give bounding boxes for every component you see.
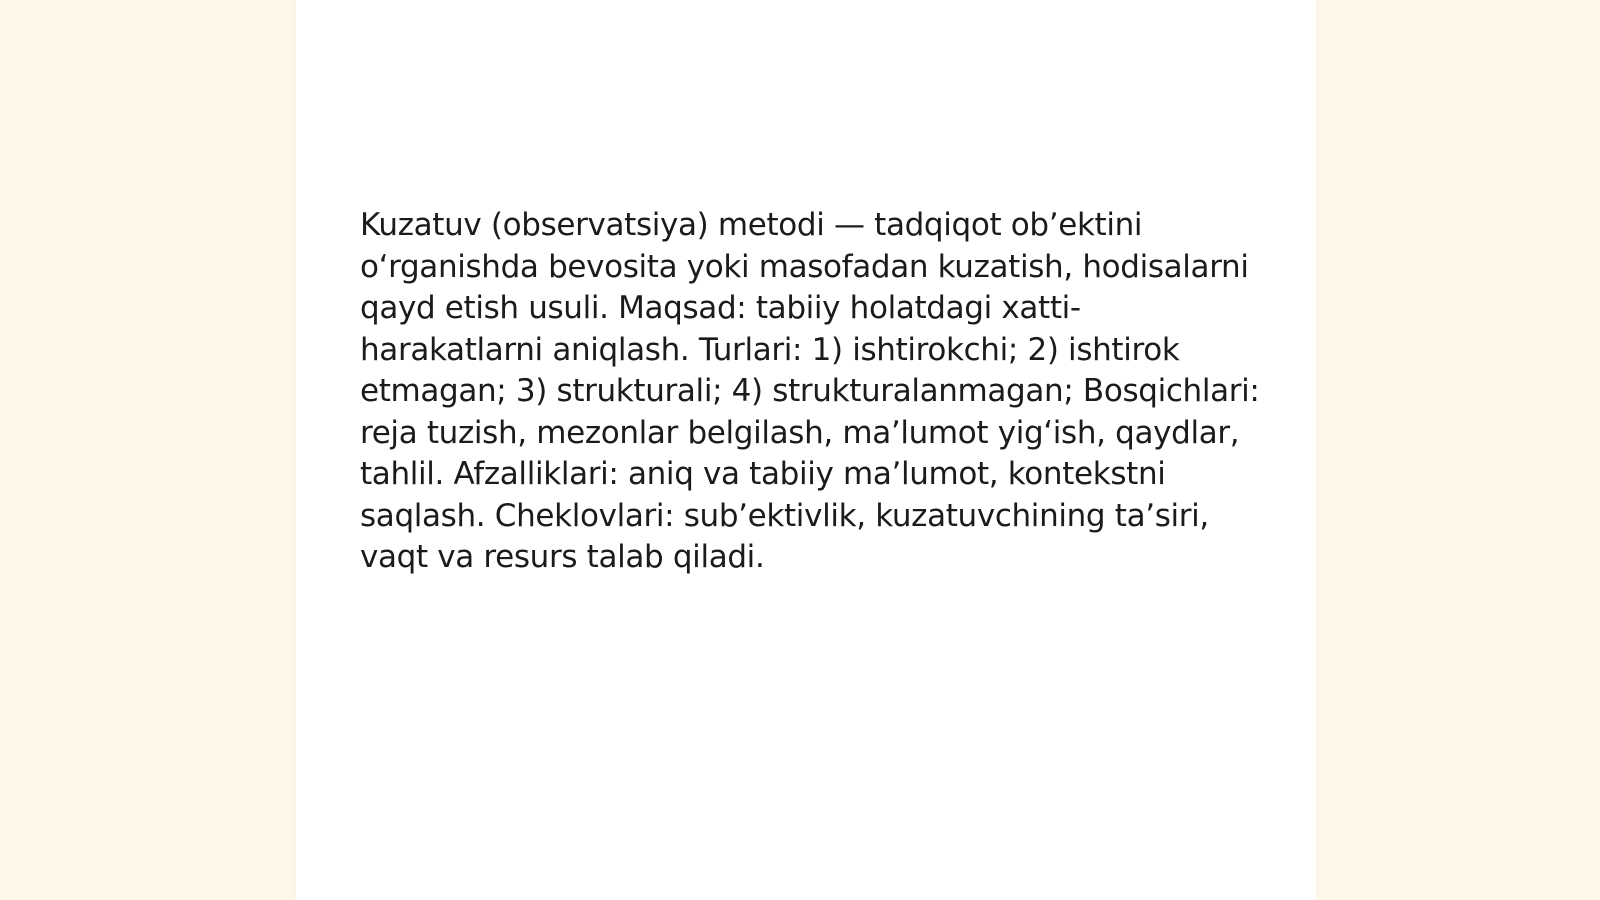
left-margin-panel (0, 0, 296, 900)
slide-body-text: Kuzatuv (observatsiya) metodi — tadqiqot ob’ektini o‘rganishda bevosita yoki masofadan kuzatish, hodisalarni qayd etish usuli. Maqsad: tabiiy holatdagi xatti-harakatlarni aniqlash. Turlari: 1) ishtirokchi; 2) ishtirok etmagan; 3) strukturali; 4) strukturalanmagan; Bosqichlari: reja tuzish, mezonlar belgilash, ma’lumot yig‘ish, qaydlar, tahlil. Afzalliklari: aniq va tabiiy ma’lumot, kontekstni saqlash. Cheklovlari: sub’ektivlik, kuzatuvchining ta’siri, vaqt va resurs talab qiladi. (360, 207, 1260, 575)
right-margin-panel (1316, 0, 1600, 900)
slide (296, 0, 1316, 900)
